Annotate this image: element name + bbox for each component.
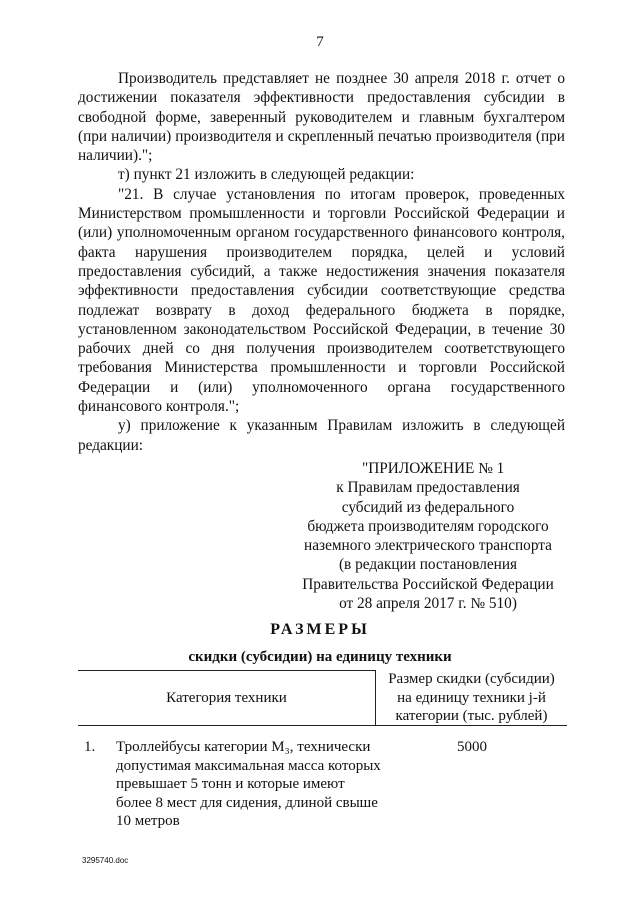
- annex-line: Правительства Российской Федерации: [302, 575, 554, 593]
- page-number: 7: [316, 34, 324, 50]
- table-row: [78, 738, 568, 831]
- annex-line: бюджета производителям городского: [307, 517, 549, 535]
- header-category: [78, 670, 376, 726]
- section-heading: [0, 620, 640, 667]
- annex-line: наземного электрического транспорта: [304, 537, 552, 555]
- heading-title: РАЗМЕРЫ: [270, 621, 370, 638]
- row-number: 1.: [84, 739, 96, 755]
- row-description-line: 10 метров: [116, 813, 180, 830]
- paragraph-item-t: т) пункт 21 изложить в следующей редакции:: [118, 166, 415, 184]
- header-size-line: Размер скидки (субсидии): [388, 671, 555, 687]
- header-size-line: на единицу техники j-й: [397, 689, 546, 706]
- paragraph-point-21: "21. В случае установления по итогам проверок, проведенных Министерством промышленности и торговли Российской Федерации и (или) уполномоченным органом государственного финансового контроля, факта нарушения производителем порядка, целей и условий предоставления субсидий, а также недостижения значения показателя эффективности предоставления субсидии соответствующие средства подлежат возврату в доход федерального бюджета в порядке, установленном законодательством Российской Федерации, в течение 30 рабочих дней со дня получения производителем соответствующего требования Министерства промышленности и торговли Российской Федерации и (или) уполномоченного органа государственного финансового контроля.";: [78, 185, 565, 416]
- row-value: 5000: [457, 739, 487, 755]
- annex-header: [290, 459, 566, 613]
- paragraph-item-u: у) приложение к указанным Правилам изложить в следующей редакции:: [78, 417, 565, 454]
- row-description-line: более 8 мест для сидения, длиной свыше: [116, 794, 378, 811]
- annex-line: к Правилам предоставления: [336, 479, 520, 497]
- annex-line: (в редакции постановления: [338, 556, 518, 574]
- heading-subtitle: скидки (субсидии) на единицу техники: [188, 649, 452, 665]
- header-size: [375, 670, 567, 726]
- row-description-line: допустимая максимальная масса которых: [116, 757, 381, 774]
- body-text: [78, 69, 565, 455]
- file-name-footer: 3295740.doc: [82, 856, 129, 865]
- annex-title: "ПРИЛОЖЕНИЕ № 1: [362, 460, 505, 477]
- header-category-label: Категория техники: [166, 689, 287, 706]
- header-size-line: категории (тыс. рублей): [395, 708, 548, 725]
- row-description: [112, 738, 381, 831]
- annex-line: от 28 апреля 2017 г. № 510): [339, 595, 517, 613]
- row-description-line: превышает 5 тонн и которые имеют: [116, 776, 345, 793]
- annex-line: субсидий из федерального: [341, 498, 515, 516]
- row-description-line: Троллейбусы категории M₃, технически: [116, 739, 371, 755]
- discount-table: [78, 670, 568, 831]
- table-header: [78, 670, 568, 726]
- paragraph-report: Производитель представляет не позднее 30 апреля 2018 г. отчет о достижении показателя эффективности предоставления субсидии в свободной форме, заверенный руководителем и главным бухгалтером (при наличии) производителя и скрепленный печатью производителя (при наличии).";: [78, 70, 565, 165]
